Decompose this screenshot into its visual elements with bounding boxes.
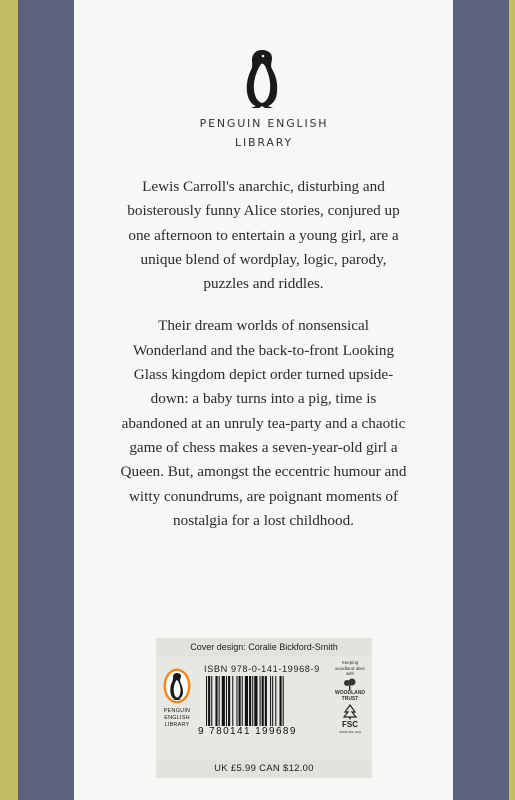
barcode-bar: [208, 676, 210, 726]
blurb: [120, 175, 407, 551]
stripe-right: [453, 0, 509, 800]
woodland-caption: Keeping woodland alive with: [335, 660, 365, 676]
barcode-bar: [283, 676, 284, 726]
barcode-bar: [260, 676, 261, 726]
barcode-imprint-line-3: LIBRARY: [164, 722, 190, 728]
barcode-bar: [275, 676, 276, 726]
barcode-bar: [254, 676, 257, 726]
fsc-website: www.fsc.org: [339, 729, 361, 734]
barcode-bar: [272, 676, 273, 726]
barcode-imprint-line-2: ENGLISH: [164, 715, 190, 721]
penguin-logo-icon: [244, 48, 280, 110]
barcode-imprint: [157, 708, 197, 729]
barcode-bar: [239, 676, 241, 726]
barcode-bar: [249, 676, 251, 726]
barcode-bar: [228, 676, 230, 726]
barcode: [206, 676, 319, 726]
barcode-digits: 9 780141 199689: [198, 726, 297, 737]
barcode-bar: [236, 676, 237, 726]
fsc-logo-icon: [342, 704, 358, 720]
cover-design-credit: Cover design: Coralie Bickford-Smith: [156, 638, 372, 656]
barcode-bar: [265, 676, 267, 726]
imprint-line-2: LIBRARY: [235, 136, 293, 149]
barcode-bar: [242, 676, 243, 726]
barcode-bar: [219, 676, 220, 726]
barcode-bar: [245, 676, 248, 726]
stripe-left: [18, 0, 74, 800]
barcode-bar: [232, 676, 233, 726]
isbn-label: ISBN 978-0-141-19968-9: [204, 664, 320, 674]
barcode-bar: [211, 676, 212, 726]
barcode-bar: [262, 676, 264, 726]
imprint-line-1: PENGUIN ENGLISH: [199, 117, 329, 130]
imprint-label: [154, 114, 374, 152]
barcode-imprint-line-1: PENGUIN: [163, 708, 191, 714]
barcode-bar: [280, 676, 282, 726]
blurb-paragraph-2: Their dream worlds of nonsensical Wonderland and the back-to-front Looking Glass kingdom depict order turned upside-down: a baby turns into a pig, time is abandoned at an unruly tea-party and a chaotic game of chess makes a seven-year-old girl a Queen. But, amongst the eccentric humour and witty conundrums, are poignant moments of nostalgia for a lost childhood.: [120, 317, 407, 529]
barcode-bar: [270, 676, 271, 726]
price-label: UK £5.99 CAN $12.00: [156, 760, 372, 778]
barcode-bar: [206, 676, 207, 726]
barcode-bar: [215, 676, 217, 726]
tree-icon: [343, 678, 357, 690]
barcode-bar: [252, 676, 253, 726]
penguin-small-logo-icon: [163, 668, 191, 704]
woodland-trust-label: WOODLAND TRUST: [335, 690, 365, 702]
barcode-bar: [226, 676, 227, 726]
fsc-label: FSC: [342, 720, 358, 729]
barcode-bar: [222, 676, 225, 726]
blurb-paragraph-1: Lewis Carroll's anarchic, disturbing and boisterously funny Alice stories, conjured up one afternoon to entertain a young girl, are a unique blend of wordplay, logic, parody, puzzles and riddles.: [127, 178, 400, 293]
